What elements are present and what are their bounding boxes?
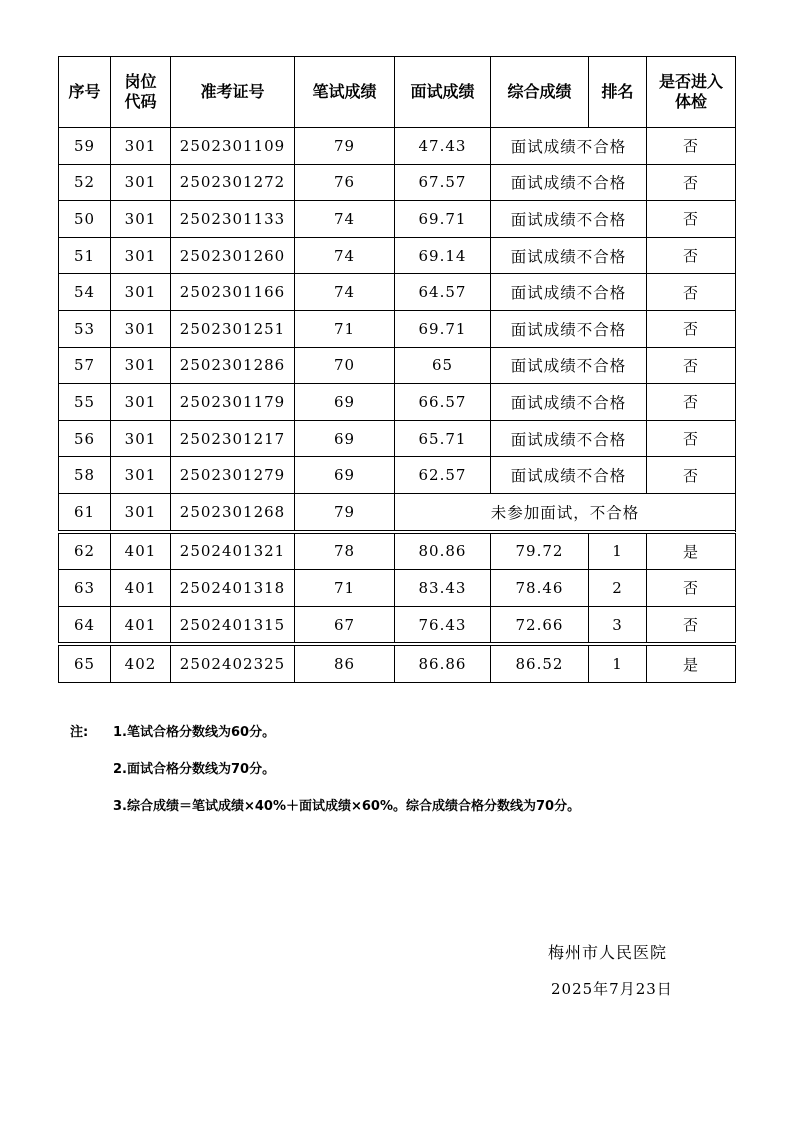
- cell-exam-id: 2502301268: [171, 493, 295, 531]
- cell-rank: 1: [589, 644, 647, 682]
- cell-exam-id: 2502401321: [171, 532, 295, 570]
- cell-written-score: 70: [295, 347, 395, 384]
- cell-total-score: 78.46: [491, 570, 589, 607]
- table-row: [59, 274, 736, 311]
- table-row: [59, 128, 736, 165]
- cell-seq: 55: [59, 384, 111, 421]
- cell-post-code: 301: [111, 237, 171, 274]
- cell-exam-id: 2502301179: [171, 384, 295, 421]
- cell-seq: 61: [59, 493, 111, 531]
- cell-written-score: 71: [295, 310, 395, 347]
- cell-post-code: 301: [111, 128, 171, 165]
- cell-written-score: 79: [295, 493, 395, 531]
- cell-medical-check: 否: [647, 274, 736, 311]
- note-item: 2.面试合格分数线为70分。: [113, 762, 276, 777]
- cell-seq: 53: [59, 310, 111, 347]
- cell-result-note: 面试成绩不合格: [491, 310, 647, 347]
- header-medical-check: 是否进入 体检: [647, 57, 736, 128]
- header-seq: 序号: [59, 57, 111, 128]
- cell-medical-check: 是: [647, 532, 736, 570]
- cell-seq: 58: [59, 457, 111, 494]
- cell-exam-id: 2502401318: [171, 570, 295, 607]
- cell-interview-score: 83.43: [395, 570, 491, 607]
- cell-written-score: 76: [295, 164, 395, 201]
- table-row: [59, 347, 736, 384]
- note-item: 1.笔试合格分数线为60分。: [113, 725, 276, 740]
- cell-post-code: 402: [111, 644, 171, 682]
- table-row: [59, 493, 736, 531]
- cell-written-score: 86: [295, 644, 395, 682]
- table-row: [59, 201, 736, 238]
- cell-post-code: 301: [111, 201, 171, 238]
- cell-interview-score: 47.43: [395, 128, 491, 165]
- cell-medical-check: 否: [647, 570, 736, 607]
- cell-seq: 54: [59, 274, 111, 311]
- cell-interview-score: 69.71: [395, 201, 491, 238]
- cell-seq: 50: [59, 201, 111, 238]
- cell-medical-check: 否: [647, 201, 736, 238]
- cell-medical-check: 否: [647, 420, 736, 457]
- table-row: [59, 237, 736, 274]
- table-body: [59, 128, 736, 683]
- header-post-code: 岗位 代码: [111, 57, 171, 128]
- cell-exam-id: 2502301109: [171, 128, 295, 165]
- issue-date: 2025年7月23日: [551, 980, 673, 998]
- results-table: [58, 56, 736, 683]
- table-row: [59, 570, 736, 607]
- cell-written-score: 74: [295, 237, 395, 274]
- cell-exam-id: 2502301133: [171, 201, 295, 238]
- table-row: [59, 532, 736, 570]
- cell-written-score: 78: [295, 532, 395, 570]
- cell-result-note: 面试成绩不合格: [491, 237, 647, 274]
- header-interview-score: 面试成绩: [395, 57, 491, 128]
- cell-result-note: 面试成绩不合格: [491, 201, 647, 238]
- cell-exam-id: 2502301260: [171, 237, 295, 274]
- cell-seq: 59: [59, 128, 111, 165]
- cell-post-code: 301: [111, 457, 171, 494]
- cell-medical-check: 否: [647, 128, 736, 165]
- cell-medical-check: 否: [647, 164, 736, 201]
- header-rank: 排名: [589, 57, 647, 128]
- cell-interview-score: 65.71: [395, 420, 491, 457]
- cell-medical-check: 否: [647, 237, 736, 274]
- header-total-score: 综合成绩: [491, 57, 589, 128]
- cell-medical-check: 否: [647, 310, 736, 347]
- table-row: [59, 310, 736, 347]
- cell-result-note: 面试成绩不合格: [491, 420, 647, 457]
- cell-seq: 65: [59, 644, 111, 682]
- cell-exam-id: 2502401315: [171, 606, 295, 644]
- cell-exam-id: 2502301166: [171, 274, 295, 311]
- header-exam-id: 准考证号: [171, 57, 295, 128]
- cell-interview-score: 86.86: [395, 644, 491, 682]
- cell-written-score: 69: [295, 384, 395, 421]
- cell-interview-score: 65: [395, 347, 491, 384]
- cell-interview-score: 76.43: [395, 606, 491, 644]
- cell-result-note: 面试成绩不合格: [491, 274, 647, 311]
- cell-post-code: 401: [111, 570, 171, 607]
- cell-result-note: 面试成绩不合格: [491, 164, 647, 201]
- cell-interview-score: 69.71: [395, 310, 491, 347]
- cell-absent-note: 未参加面试，不合格: [395, 493, 736, 531]
- note-item: 3.综合成绩＝笔试成绩×40%＋面试成绩×60%。综合成绩合格分数线为70分。: [113, 799, 581, 814]
- cell-seq: 64: [59, 606, 111, 644]
- notes-label: 注:: [70, 725, 89, 740]
- cell-post-code: 301: [111, 164, 171, 201]
- cell-seq: 63: [59, 570, 111, 607]
- cell-exam-id: 2502301272: [171, 164, 295, 201]
- cell-result-note: 面试成绩不合格: [491, 457, 647, 494]
- cell-seq: 62: [59, 532, 111, 570]
- table-row: [59, 606, 736, 644]
- cell-total-score: 72.66: [491, 606, 589, 644]
- table-row: [59, 644, 736, 682]
- cell-post-code: 301: [111, 274, 171, 311]
- cell-exam-id: 2502301217: [171, 420, 295, 457]
- cell-interview-score: 80.86: [395, 532, 491, 570]
- table-row: [59, 384, 736, 421]
- cell-written-score: 67: [295, 606, 395, 644]
- header-written-score: 笔试成绩: [295, 57, 395, 128]
- cell-seq: 57: [59, 347, 111, 384]
- cell-interview-score: 64.57: [395, 274, 491, 311]
- issuing-organization: 梅州市人民医院: [548, 943, 668, 962]
- cell-result-note: 面试成绩不合格: [491, 384, 647, 421]
- cell-seq: 52: [59, 164, 111, 201]
- cell-exam-id: 2502301286: [171, 347, 295, 384]
- cell-total-score: 86.52: [491, 644, 589, 682]
- cell-post-code: 301: [111, 420, 171, 457]
- cell-post-code: 301: [111, 310, 171, 347]
- cell-post-code: 401: [111, 532, 171, 570]
- cell-result-note: 面试成绩不合格: [491, 128, 647, 165]
- cell-interview-score: 66.57: [395, 384, 491, 421]
- cell-medical-check: 是: [647, 644, 736, 682]
- cell-result-note: 面试成绩不合格: [491, 347, 647, 384]
- cell-seq: 56: [59, 420, 111, 457]
- cell-rank: 3: [589, 606, 647, 644]
- cell-medical-check: 否: [647, 606, 736, 644]
- cell-written-score: 71: [295, 570, 395, 607]
- table-row: [59, 457, 736, 494]
- cell-medical-check: 否: [647, 384, 736, 421]
- table-row: [59, 420, 736, 457]
- cell-rank: 2: [589, 570, 647, 607]
- cell-post-code: 301: [111, 384, 171, 421]
- cell-interview-score: 69.14: [395, 237, 491, 274]
- cell-exam-id: 2502301251: [171, 310, 295, 347]
- cell-total-score: 79.72: [491, 532, 589, 570]
- cell-medical-check: 否: [647, 457, 736, 494]
- cell-exam-id: 2502301279: [171, 457, 295, 494]
- cell-written-score: 79: [295, 128, 395, 165]
- cell-post-code: 401: [111, 606, 171, 644]
- cell-written-score: 69: [295, 457, 395, 494]
- cell-interview-score: 62.57: [395, 457, 491, 494]
- table-row: [59, 164, 736, 201]
- cell-rank: 1: [589, 532, 647, 570]
- cell-written-score: 74: [295, 201, 395, 238]
- cell-post-code: 301: [111, 493, 171, 531]
- cell-exam-id: 2502402325: [171, 644, 295, 682]
- cell-post-code: 301: [111, 347, 171, 384]
- cell-written-score: 69: [295, 420, 395, 457]
- cell-interview-score: 67.57: [395, 164, 491, 201]
- cell-medical-check: 否: [647, 347, 736, 384]
- cell-seq: 51: [59, 237, 111, 274]
- cell-written-score: 74: [295, 274, 395, 311]
- table-header-row: [59, 57, 736, 128]
